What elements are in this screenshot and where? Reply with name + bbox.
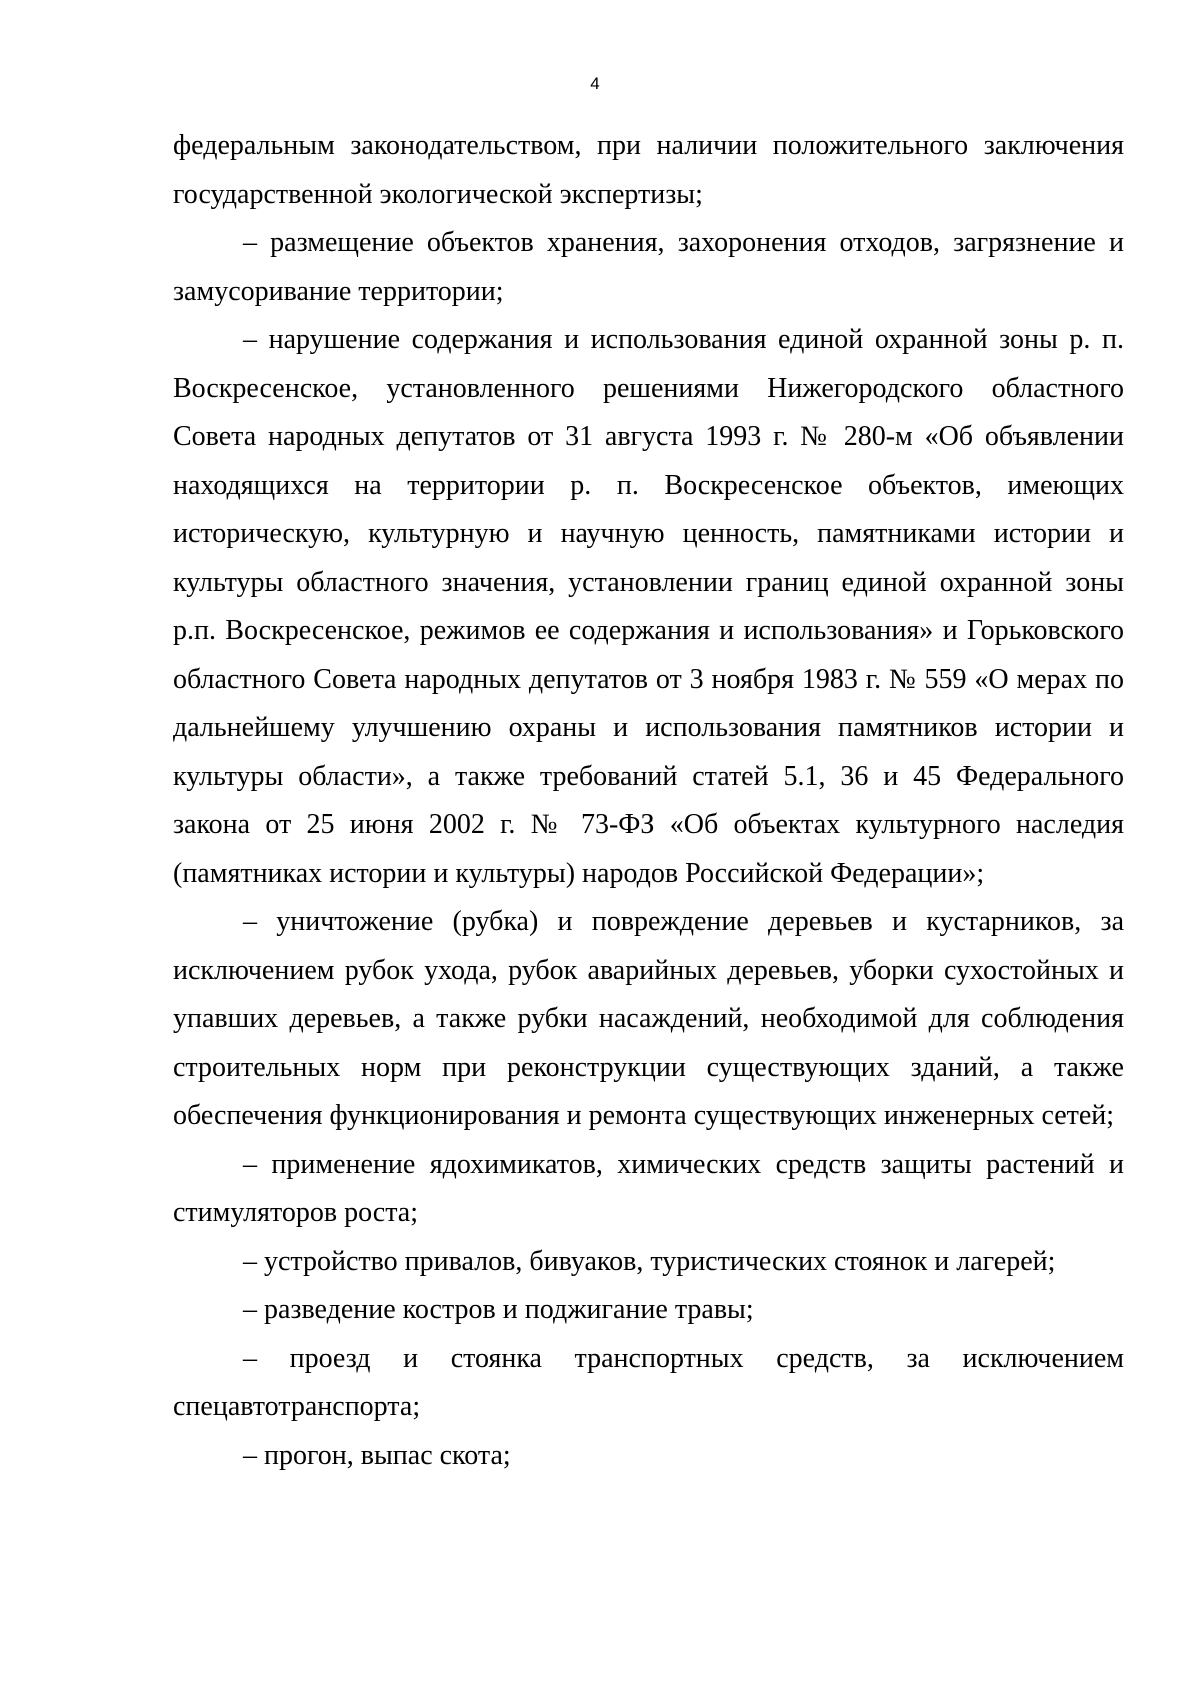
list-item: – уничтожение (рубка) и повреждение деревьев и кустарников, за исключением рубок ухода, рубок аварийных деревьев, уборки сухостойных и упавших деревьев, а также рубки насаждений, необходимой для соблюдения строительных норм при реконструкции существующих зданий, а также обеспечения функционирования и ремонта существующих инженерных сетей; xyxy=(173,906,1124,1131)
list-item: – размещение объектов хранения, захоронения отходов, загрязнение и замусоривание территории; xyxy=(173,227,1124,307)
list-item: – разведение костров и поджигание травы; xyxy=(243,1294,754,1325)
list-item: – проезд и стоянка транспортных средств, за исключением спецавтотранспорта; xyxy=(173,1342,1124,1422)
page-number: 4 xyxy=(590,74,600,93)
list-item: – устройство привалов, бивуаков, туристических стоянок и лагерей; xyxy=(243,1245,1056,1277)
paragraph: федеральным законодательством, при наличии положительного заключения государственной экологической экспертизы; xyxy=(173,130,1124,210)
list-item: – нарушение содержания и использования единой охранной зоны р. п. Воскресенское, установленного решениями Нижегородского областного Совета народных депутатов от 31 августа 1993 г. № 280-м «Об объявлении находящихся на территории р. п. Воскресенское объектов, имеющих историческую, культурную и научную ценность, памятниками истории и культуры областного значения, установлении границ единой охранной зоны р.п. Воскресенское, режимов ее содержания и использования» и Горьковского областного Совета народных депутатов от 3 ноября 1983 г. № 559 «О мерах по дальнейшему улучшению охраны и использования памятников истории и культуры области», а также требований статей 5.1, 36 и 45 Федерального закона от 25 июня 2002 г. № 73-ФЗ «Об объектах культурного наследия (памятниках истории и культуры) народов Российской Федерации»; xyxy=(173,324,1124,889)
list-item: – прогон, выпас скота; xyxy=(243,1439,511,1471)
document-body xyxy=(173,122,1124,1480)
list-item: – применение ядохимикатов, химических средств защиты растений и стимуляторов роста; xyxy=(173,1148,1124,1228)
